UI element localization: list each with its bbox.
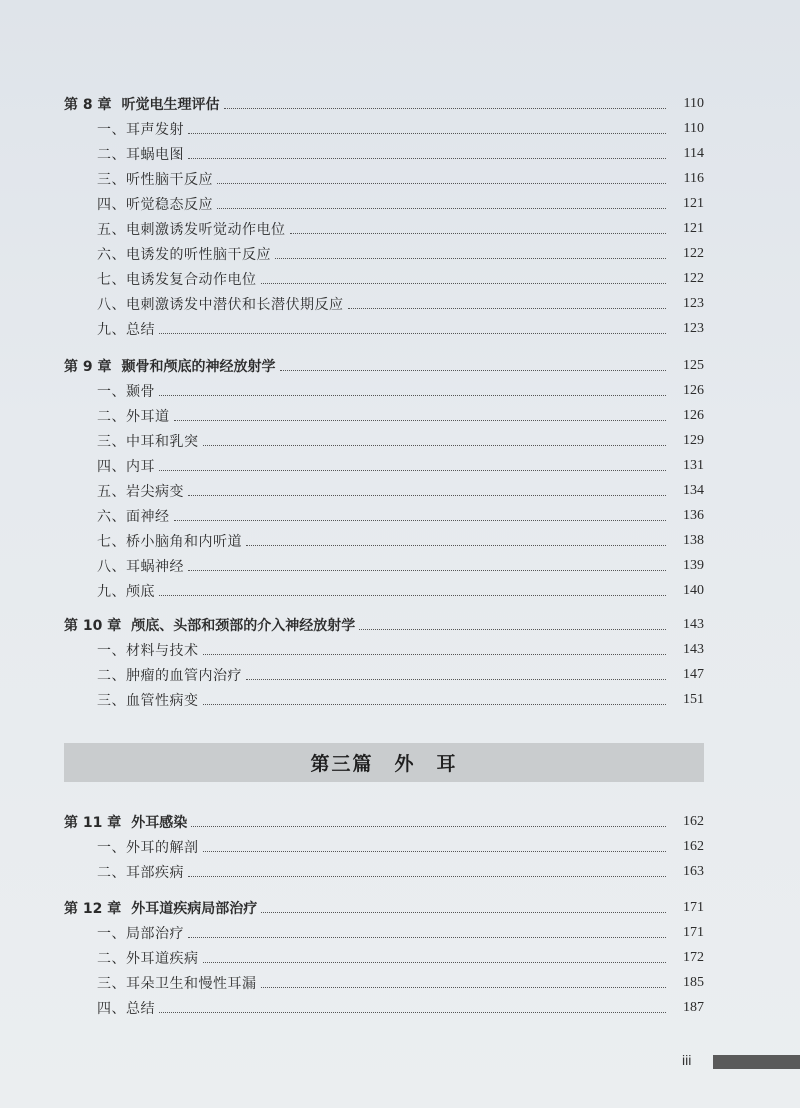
section-entry[interactable] [0,218,800,240]
section-label: 一、材料与技术 [97,643,199,659]
page-number: 171 [683,925,704,940]
section-entry[interactable] [0,168,800,190]
page-number: 122 [683,271,704,286]
page-number: 171 [683,900,704,915]
chapter-title: 第 10 章 颅底、头部和颈部的介入神经放射学 [64,618,356,634]
section-entry[interactable] [0,639,800,661]
section-entry[interactable] [0,505,800,527]
page-number: 163 [683,864,704,879]
leader-dots [290,233,667,234]
section-entry[interactable] [0,972,800,994]
leader-dots [159,470,666,471]
leader-dots [188,133,666,134]
section-label: 四、内耳 [97,459,155,475]
chapter-title: 第 8 章 听觉电生理评估 [64,97,220,113]
section-label: 二、肿瘤的血管内治疗 [97,668,242,684]
section-label: 一、颞骨 [97,384,155,400]
page-number: 125 [683,358,704,373]
leader-dots [203,962,667,963]
section-entry[interactable] [0,836,800,858]
section-label: 二、耳部疾病 [97,865,184,881]
section-entry[interactable] [0,689,800,711]
leader-dots [191,826,666,827]
chapter-10-entry[interactable] [0,614,800,636]
page-number: 151 [683,692,704,707]
leader-dots [275,258,666,259]
leader-dots [359,629,666,630]
section-label: 七、电诱发复合动作电位 [97,272,257,288]
section-label: 八、电刺激诱发中潜伏和长潜伏期反应 [97,297,344,313]
section-entry[interactable] [0,455,800,477]
folio-page-number: iii [682,1052,692,1068]
leader-dots [188,158,666,159]
chapter-9-entry[interactable] [0,355,800,377]
section-label: 五、电刺激诱发听觉动作电位 [97,222,286,238]
leader-dots [217,183,666,184]
page-number: 172 [683,950,704,965]
section-label: 一、外耳的解剖 [97,840,199,856]
leader-dots [159,1012,666,1013]
leader-dots [188,495,666,496]
section-entry[interactable] [0,997,800,1019]
leader-dots [174,420,667,421]
leader-dots [159,595,666,596]
page-number: 121 [683,221,704,236]
section-label: 九、颅底 [97,584,155,600]
leader-dots [261,912,666,913]
page-number: 136 [683,508,704,523]
chapter-title: 第 12 章 外耳道疾病局部治疗 [64,901,258,917]
chapter-11-entry[interactable] [0,811,800,833]
page-number: 129 [683,433,704,448]
section-entry[interactable] [0,193,800,215]
section-entry[interactable] [0,555,800,577]
footer-bar [713,1055,800,1069]
section-label: 一、局部治疗 [97,926,184,942]
leader-dots [159,333,666,334]
chapter-8-entry[interactable] [0,93,800,115]
section-entry[interactable] [0,861,800,883]
leader-dots [246,545,666,546]
section-entry[interactable] [0,243,800,265]
page-number: 122 [683,246,704,261]
leader-dots [224,108,667,109]
page-number: 134 [683,483,704,498]
section-label: 三、血管性病变 [97,693,199,709]
section-entry[interactable] [0,664,800,686]
section-entry[interactable] [0,293,800,315]
section-label: 六、面神经 [97,509,170,525]
page-number: 147 [683,667,704,682]
section-entry[interactable] [0,430,800,452]
page-number: 139 [683,558,704,573]
section-label: 九、总结 [97,322,155,338]
part-heading-banner: 第三篇 外 耳 [64,743,704,782]
page-number: 131 [683,458,704,473]
leader-dots [261,283,667,284]
section-entry[interactable] [0,318,800,340]
section-entry[interactable] [0,405,800,427]
leader-dots [174,520,667,521]
page-number: 185 [683,975,704,990]
leader-dots [348,308,667,309]
section-label: 三、耳朵卫生和慢性耳漏 [97,976,257,992]
chapter-12-entry[interactable] [0,897,800,919]
page-number: 116 [683,171,704,186]
section-label: 二、外耳道 [97,409,170,425]
section-label: 一、耳声发射 [97,122,184,138]
section-label: 四、听觉稳态反应 [97,197,213,213]
page-number: 110 [683,121,704,136]
leader-dots [188,937,666,938]
page-number: 123 [683,296,704,311]
page-number: 110 [683,96,704,111]
leader-dots [159,395,666,396]
leader-dots [188,570,666,571]
page-number: 138 [683,533,704,548]
page-number: 143 [683,642,704,657]
section-label: 二、外耳道疾病 [97,951,199,967]
page-number: 121 [683,196,704,211]
section-label: 二、耳蜗电图 [97,147,184,163]
section-entry[interactable] [0,143,800,165]
page-number: 114 [683,146,704,161]
chapter-title: 第 11 章 外耳感染 [64,815,188,831]
section-label: 五、岩尖病变 [97,484,184,500]
page-number: 143 [683,617,704,632]
page-number: 126 [683,408,704,423]
leader-dots [203,704,667,705]
page-number: 162 [683,814,704,829]
section-entry[interactable] [0,268,800,290]
chapter-title: 第 9 章 颞骨和颅底的神经放射学 [64,359,276,375]
page-number: 126 [683,383,704,398]
section-entry[interactable] [0,947,800,969]
page-number: 187 [683,1000,704,1015]
section-label: 四、总结 [97,1001,155,1017]
page-number: 162 [683,839,704,854]
section-label: 八、耳蜗神经 [97,559,184,575]
leader-dots [203,851,667,852]
section-label: 三、听性脑干反应 [97,172,213,188]
section-entry[interactable] [0,480,800,502]
section-entry[interactable] [0,118,800,140]
leader-dots [188,876,666,877]
section-label: 六、电诱发的听性脑干反应 [97,247,271,263]
section-label: 七、桥小脑角和内听道 [97,534,242,550]
section-entry[interactable] [0,580,800,602]
section-label: 三、中耳和乳突 [97,434,199,450]
section-entry[interactable] [0,530,800,552]
leader-dots [203,654,667,655]
leader-dots [246,679,666,680]
section-entry[interactable] [0,922,800,944]
page-number: 140 [683,583,704,598]
leader-dots [217,208,666,209]
leader-dots [261,987,667,988]
page-number: 123 [683,321,704,336]
section-entry[interactable] [0,380,800,402]
leader-dots [203,445,667,446]
leader-dots [280,370,667,371]
